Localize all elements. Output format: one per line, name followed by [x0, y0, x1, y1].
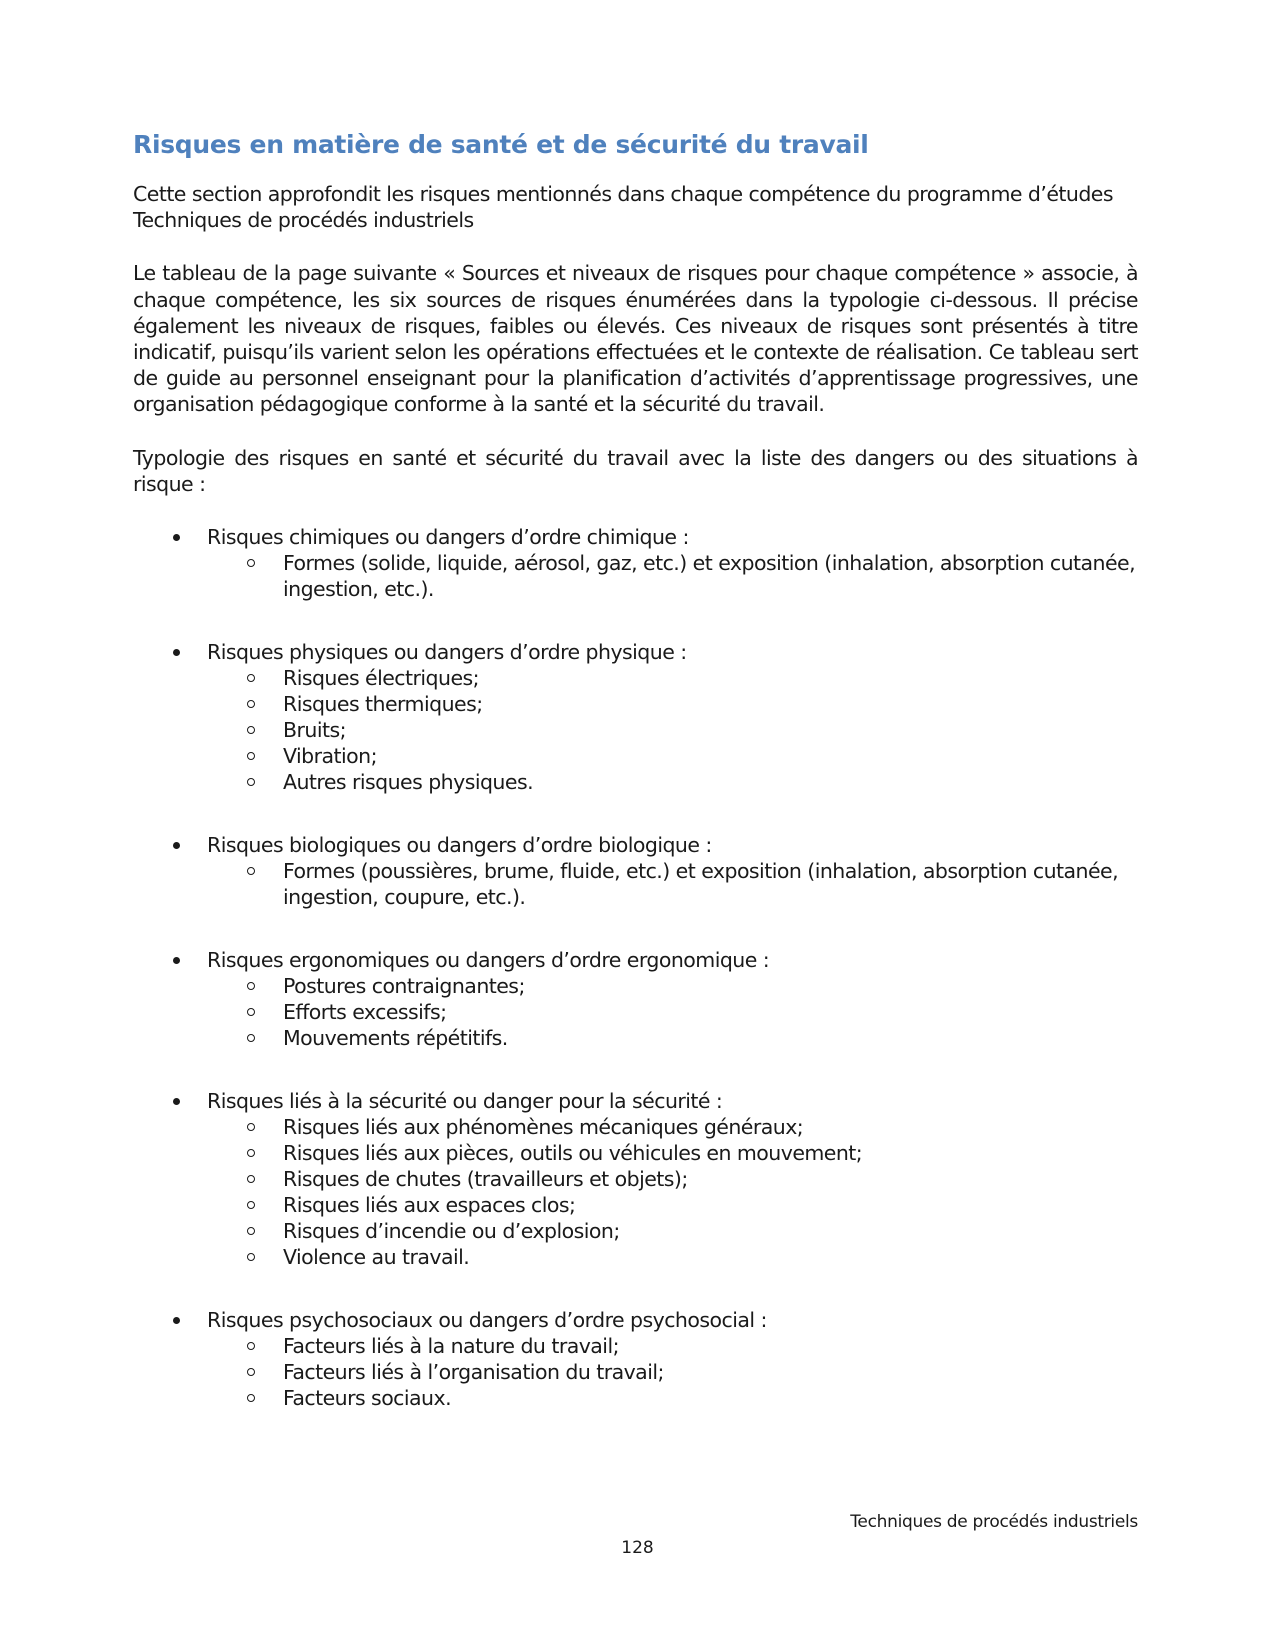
- risk-subitem: [207, 1114, 1138, 1140]
- hollow-circle-bullet-icon: [247, 700, 255, 708]
- bullet-dot-icon: [173, 1317, 180, 1324]
- bullet-dot-icon: [173, 649, 180, 656]
- risk-sublist: [207, 550, 1138, 602]
- risk-subitem: [207, 550, 1138, 602]
- hollow-circle-bullet-icon: [247, 1008, 255, 1016]
- risk-subitem: [207, 1359, 1138, 1385]
- bullet-dot-icon: [173, 957, 180, 964]
- risk-subitem-text: Risques de chutes (travailleurs et objets);: [283, 1167, 688, 1192]
- hollow-circle-bullet-icon: [247, 1123, 255, 1131]
- risk-subitem-text: Risques liés aux espaces clos;: [283, 1193, 576, 1218]
- hollow-circle-bullet-icon: [247, 1034, 255, 1042]
- risk-group-label: Risques physiques ou dangers d’ordre physique :: [207, 640, 687, 665]
- risk-sublist: [207, 665, 1138, 795]
- risk-subitem-text: Formes (poussières, brume, fluide, etc.) et exposition (inhalation, absorption cutanée, ingestion, coupure, etc.).: [283, 859, 1119, 910]
- footer-document-title: Techniques de procédés industriels: [850, 1512, 1138, 1532]
- risk-subitem: [207, 1244, 1138, 1270]
- risk-sublist: [207, 1333, 1138, 1411]
- risk-subitem: [207, 858, 1138, 910]
- typology-intro-paragraph: Typologie des risques en santé et sécurité du travail avec la liste des dangers ou des situations à risque :: [133, 445, 1138, 496]
- risk-subitem-text: Facteurs sociaux.: [283, 1386, 452, 1411]
- hollow-circle-bullet-icon: [247, 1175, 255, 1183]
- risk-group-label: Risques liés à la sécurité ou danger pour la sécurité :: [207, 1089, 723, 1114]
- risk-group-item: [133, 639, 1138, 795]
- risk-typology-list: [133, 524, 1138, 1411]
- risk-subitem: [207, 743, 1138, 769]
- intro-paragraph: Cette section approfondit les risques mentionnés dans chaque compétence du programme d’études Techniques de procédés industriels: [133, 182, 1113, 233]
- hollow-circle-bullet-icon: [247, 867, 255, 875]
- risk-sublist: [207, 973, 1138, 1051]
- hollow-circle-bullet-icon: [247, 674, 255, 682]
- risk-subitem: [207, 1025, 1138, 1051]
- risk-group-item: [133, 832, 1138, 910]
- risk-group-item: [133, 947, 1138, 1051]
- bullet-dot-icon: [173, 842, 180, 849]
- document-page: [133, 130, 1138, 1448]
- risk-sublist: [207, 1114, 1138, 1270]
- risk-subitem: [207, 1192, 1138, 1218]
- risk-subitem-text: Risques d’incendie ou d’explosion;: [283, 1219, 620, 1244]
- page-number: 128: [621, 1538, 654, 1558]
- risk-subitem-text: Risques thermiques;: [283, 692, 483, 717]
- table-description-paragraph: Le tableau de la page suivante « Sources et niveaux de risques pour chaque compétence » associe, à chaque compétence, les six sources de risques énumérées dans la typologie ci-dessous. Il précise également les niveaux de risques, faibles ou élevés. Ces niveaux de risques sont présentés à titre indicatif, puisqu’ils varient selon les opérations effectuées et le contexte de réalisation. Ce tableau sert de guide au personnel enseignant pour la planification d’activités d’apprentissage progressives, une organisation pédagogique conforme à la santé et la sécurité du travail.: [133, 261, 1138, 417]
- risk-subitem-text: Facteurs liés à la nature du travail;: [283, 1334, 619, 1359]
- risk-subitem: [207, 999, 1138, 1025]
- risk-subitem-text: Risques électriques;: [283, 666, 479, 691]
- bullet-dot-icon: [173, 534, 180, 541]
- risk-group-label: Risques biologiques ou dangers d’ordre biologique :: [207, 833, 712, 858]
- hollow-circle-bullet-icon: [247, 726, 255, 734]
- risk-subitem: [207, 1140, 1138, 1166]
- bullet-dot-icon: [173, 1098, 180, 1105]
- risk-subitem-text: Bruits;: [283, 718, 346, 743]
- risk-subitem: [207, 1166, 1138, 1192]
- risk-subitem-text: Risques liés aux phénomènes mécaniques généraux;: [283, 1115, 804, 1140]
- risk-group-label: Risques chimiques ou dangers d’ordre chimique :: [207, 525, 689, 550]
- risk-subitem: [207, 973, 1138, 999]
- risk-subitem: [207, 769, 1138, 795]
- risk-group-label: Risques psychosociaux ou dangers d’ordre psychosocial :: [207, 1308, 767, 1333]
- risk-subitem-text: Mouvements répétitifs.: [283, 1026, 508, 1051]
- hollow-circle-bullet-icon: [247, 1149, 255, 1157]
- risk-group-label: Risques ergonomiques ou dangers d’ordre ergonomique :: [207, 948, 770, 973]
- risk-subitem: [207, 665, 1138, 691]
- hollow-circle-bullet-icon: [247, 559, 255, 567]
- risk-group-item: [133, 1088, 1138, 1270]
- risk-sublist: [207, 858, 1138, 910]
- risk-subitem-text: Facteurs liés à l’organisation du travail;: [283, 1360, 664, 1385]
- hollow-circle-bullet-icon: [247, 1394, 255, 1402]
- risk-subitem-text: Formes (solide, liquide, aérosol, gaz, etc.) et exposition (inhalation, absorption cutanée, ingestion, etc.).: [283, 551, 1136, 602]
- hollow-circle-bullet-icon: [247, 1201, 255, 1209]
- risk-subitem: [207, 1385, 1138, 1411]
- risk-subitem: [207, 717, 1138, 743]
- hollow-circle-bullet-icon: [247, 1342, 255, 1350]
- risk-subitem: [207, 1333, 1138, 1359]
- risk-subitem-text: Violence au travail.: [283, 1245, 470, 1270]
- hollow-circle-bullet-icon: [247, 982, 255, 990]
- risk-subitem-text: Postures contraignantes;: [283, 974, 525, 999]
- hollow-circle-bullet-icon: [247, 778, 255, 786]
- risk-group-item: [133, 1307, 1138, 1411]
- hollow-circle-bullet-icon: [247, 752, 255, 760]
- risk-subitem: [207, 1218, 1138, 1244]
- risk-subitem: [207, 691, 1138, 717]
- hollow-circle-bullet-icon: [247, 1253, 255, 1261]
- risk-subitem-text: Vibration;: [283, 744, 377, 769]
- section-heading: Risques en matière de santé et de sécurité du travail: [133, 130, 869, 159]
- risk-group-item: [133, 524, 1138, 602]
- risk-subitem-text: Autres risques physiques.: [283, 770, 534, 795]
- risk-subitem-text: Risques liés aux pièces, outils ou véhicules en mouvement;: [283, 1141, 863, 1166]
- hollow-circle-bullet-icon: [247, 1227, 255, 1235]
- risk-subitem-text: Efforts excessifs;: [283, 1000, 447, 1025]
- hollow-circle-bullet-icon: [247, 1368, 255, 1376]
